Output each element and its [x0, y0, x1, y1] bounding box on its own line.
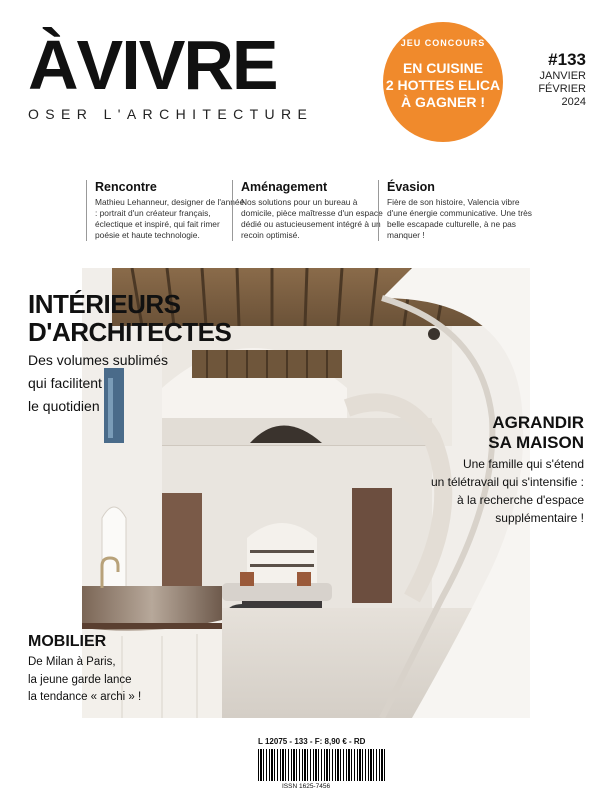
- headline-sub-1: Des volumes sublimés: [28, 352, 169, 368]
- masthead: [28, 26, 358, 122]
- issue-month-2: FÉVRIER: [538, 83, 586, 95]
- teaser-title: Rencontre: [95, 180, 157, 194]
- headline-line-2: D'ARCHITECTES: [28, 317, 232, 347]
- magazine-tagline: OSER L'ARCHITECTURE: [28, 106, 314, 122]
- main-headline: [28, 290, 288, 415]
- agrandir-headline: [404, 413, 584, 525]
- issue-info: [538, 50, 586, 109]
- teaser-title: Évasion: [387, 180, 435, 194]
- mobilier-sub-1: De Milan à Paris,: [28, 656, 116, 668]
- teaser-amenagement: [232, 180, 391, 241]
- agrandir-sub-2: un télétravail qui s'intensifie :: [430, 475, 584, 489]
- price-code: L 12075 - 133 - F: 8,90 € - RD: [258, 737, 366, 746]
- mobilier-sub-2: la jeune garde lance: [28, 673, 132, 686]
- mobilier-sub-3: la tendance « archi » !: [28, 691, 142, 703]
- issue-year: 2024: [561, 96, 586, 108]
- agrandir-sub-4: supplémentaire !: [495, 511, 584, 525]
- teaser-rencontre: [86, 180, 245, 241]
- teaser-text: Fière de son histoire, Valencia vibre d'une énergie communicative. Une très belle escapade culturelle, à ne pas manquer !: [387, 197, 532, 240]
- agrandir-sub-1: Une famille qui s'étend: [462, 457, 584, 471]
- teaser-evasion: [378, 180, 537, 241]
- badge-line-1: EN CUISINE: [402, 60, 484, 76]
- agrandir-title-2: SA MAISON: [488, 433, 584, 452]
- barcode-block: [258, 735, 388, 793]
- badge-top-text: JEU CONCOURS: [400, 38, 486, 48]
- mobilier-headline: [28, 632, 188, 705]
- teaser-title: Aménagement: [241, 180, 328, 194]
- contest-badge: [383, 22, 503, 142]
- teaser-text: Mathieu Lehanneur, designer de l'année : portrait d'un créateur français, éclectique et inspiré, qui fait rimer poésie et haute technologie.: [95, 197, 245, 240]
- agrandir-title-1: AGRANDIR: [492, 413, 584, 432]
- magazine-logo: ÀVIVRE: [28, 26, 277, 104]
- headline-sub-2: qui facilitent: [28, 375, 102, 391]
- badge-line-3: À GAGNER !: [401, 94, 485, 110]
- teaser-text: Nos solutions pour un bureau à domicile, pièce maîtresse d'un espace dédié ou astucieusement intégré à un recoin optimisé.: [241, 197, 383, 240]
- agrandir-sub-3: à la recherche d'espace: [456, 493, 584, 507]
- headline-line-1: INTÉRIEURS: [28, 289, 181, 319]
- mobilier-title: MOBILIER: [28, 633, 107, 650]
- barcode-bars: [258, 749, 386, 781]
- headline-sub-3: le quotidien: [28, 398, 100, 414]
- issue-number: #133: [548, 50, 586, 69]
- issue-month: JANVIER: [539, 70, 586, 82]
- badge-line-2: 2 HOTTES ELICA: [385, 77, 501, 93]
- issn-number: ISSN 1625-7456: [282, 783, 331, 790]
